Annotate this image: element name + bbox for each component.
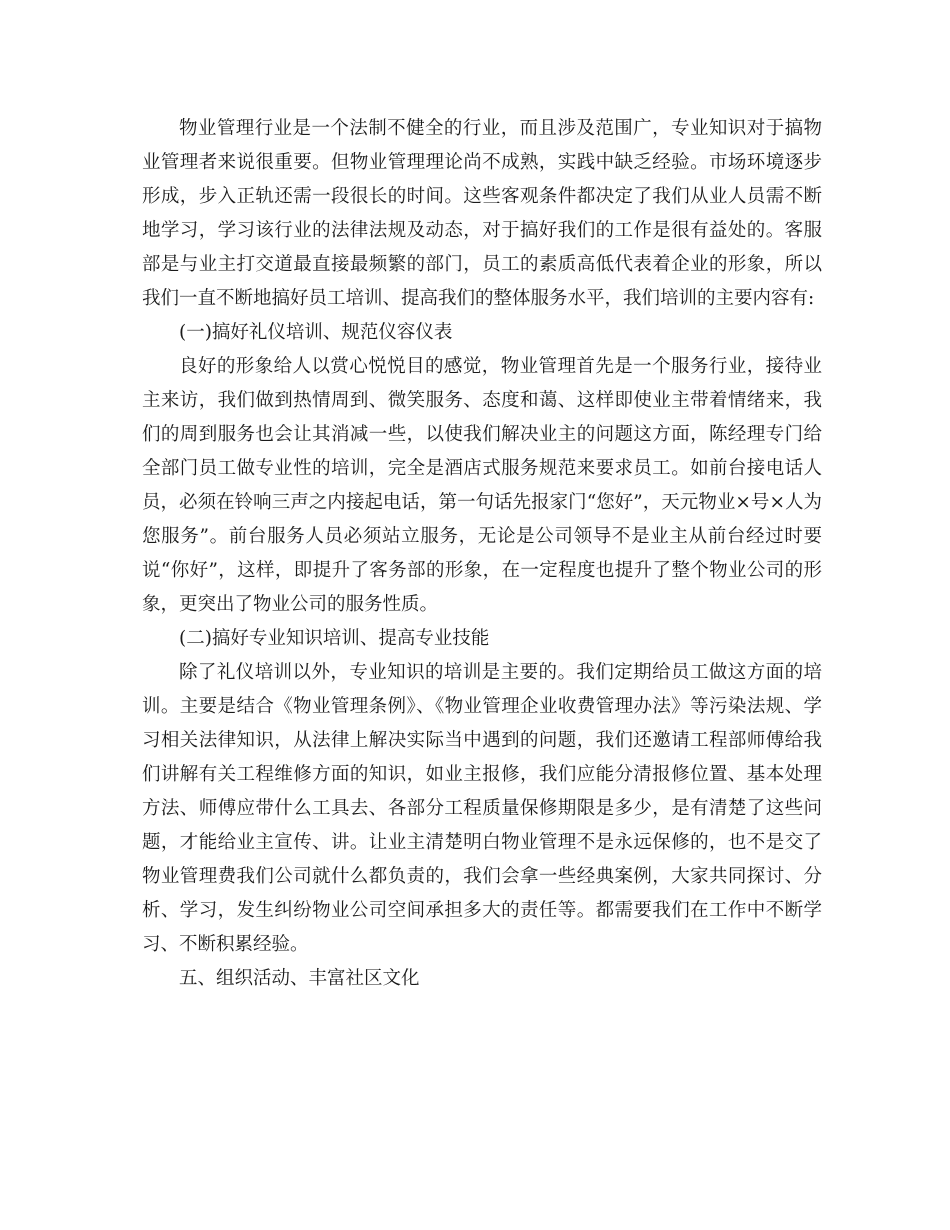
section-heading-professional: (二)搞好专业知识培训、提高专业技能	[179, 628, 490, 649]
professional-paragraph: 除了礼仪培训以外，专业知识的培训是主要的。我们定期给员工做这方面的培训。主要是结合《物业管理条例》、《物业管理企业收费管理办法》等污染法规、学习相关法律知识，从法律上解决实际当中遇到的问题，我们还邀请工程部师傅给我们讲解有关工程维修方面的知识，如业主报修，我们应能分清报修位置、基本处理方法、师傅应带什么工具去、各部分工程质量保修期限是多少，是有清楚了这些问题，才能给业主宣传、讲。让业主清楚明白物业管理不是永远保修的，也不是交了物业管理费我们公司就什么都负责的，我们会拿一些经典案例，大家共同探讨、分析、学习，发生纠纷物业公司空间承担多大的责任等。都需要我们在工作中不断学习、不断积累经验。	[142, 662, 822, 955]
etiquette-paragraph: 良好的形象给人以赏心悦悦目的感觉，物业管理首先是一个服务行业，接待业主来访，我们做到热情周到、微笑服务、态度和蔼、这样即使业主带着情绪来，我们的周到服务也会让其消减一些，以使我们解决业主的问题这方面，陈经理专门给全部门员工做专业性的培训，完全是酒店式服务规范来要求员工。如前台接电话人员，必须在铃响三声之内接起电话，第一句话先报家门“您好”，天元物业×号×人为您服务”。前台服务人员必须站立服务，无论是公司领导不是业主从前台经过时要说“你好”，这样，即提升了客务部的形象，在一定程度也提升了整个物业公司的形象，更突出了物业公司的服务性质。	[142, 356, 822, 615]
section-heading-activities: 五、组织活动、丰富社区文化	[179, 968, 420, 989]
document-page	[142, 112, 822, 996]
section-heading-etiquette: (一)搞好礼仪培训、规范仪容仪表	[179, 322, 453, 343]
intro-paragraph: 物业管理行业是一个法制不健全的行业，而且涉及范围广，专业知识对于搞物业管理者来说很重要。但物业管理理论尚不成熟，实践中缺乏经验。市场环境逐步形成，步入正轨还需一段很长的时间。这些客观条件都决定了我们从业人员需不断地学习，学习该行业的法律法规及动态，对于搞好我们的工作是很有益处的。客服部是与业主打交道最直接最频繁的部门，员工的素质高低代表着企业的形象，所以我们一直不断地搞好员工培训、提高我们的整体服务水平，我们培训的主要内容有:	[142, 118, 822, 309]
